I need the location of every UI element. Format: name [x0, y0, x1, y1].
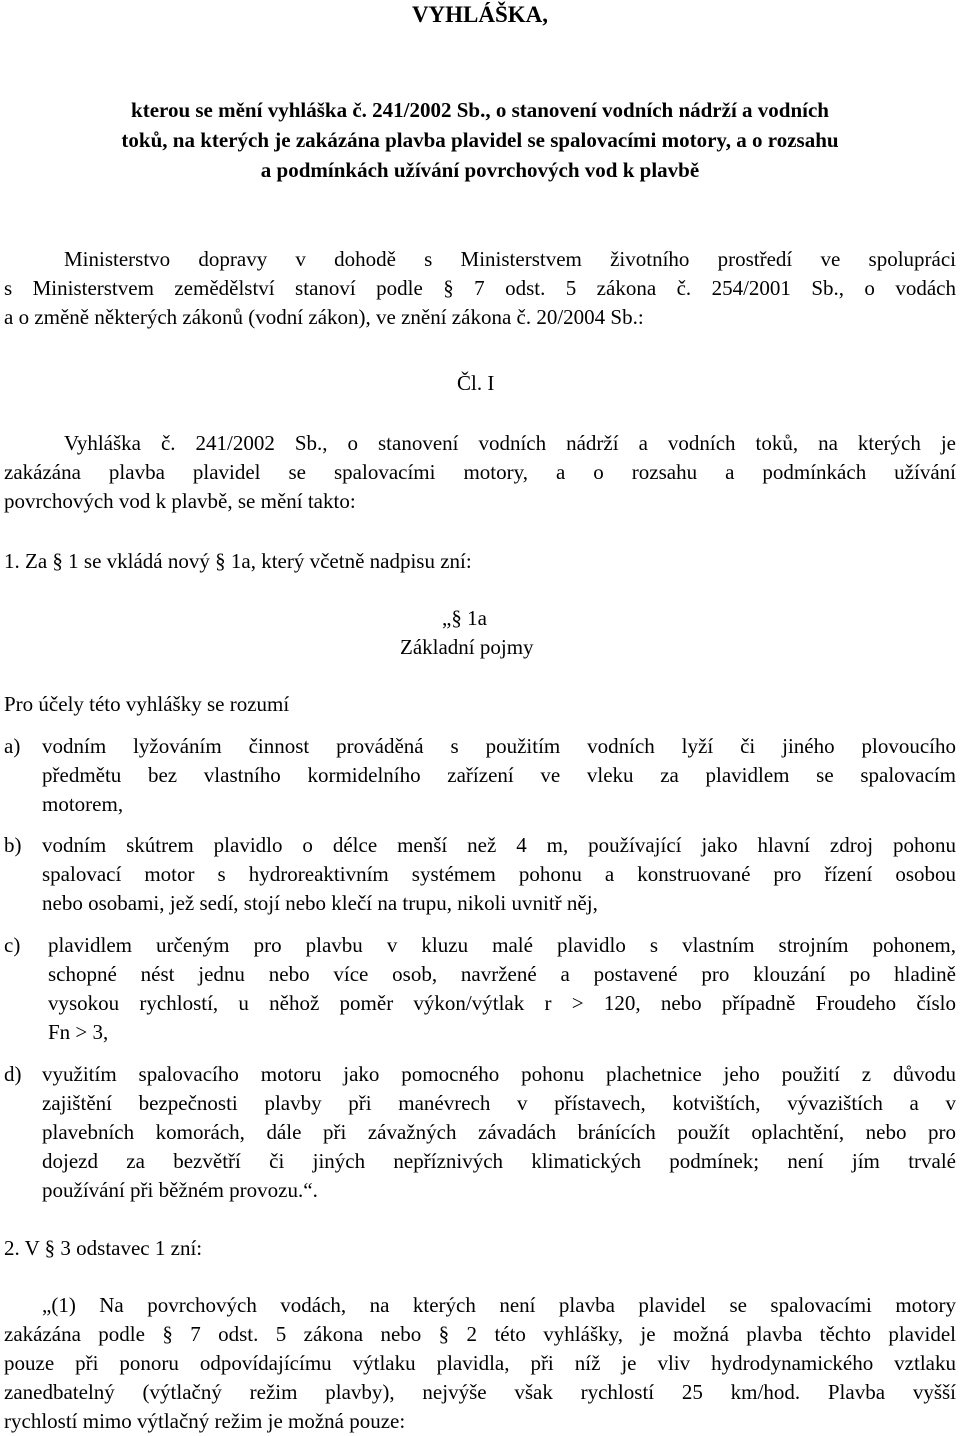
definition-line: plavidlem určeným pro plavbu v kluzu malé plavidlo s vlastním strojním pohonem,	[48, 933, 956, 957]
definition-line: zajištění bezpečnosti plavby při manévrech v přístavech, kotvištích, vývazištích a v	[42, 1091, 956, 1115]
article-heading: Čl. I	[457, 371, 495, 395]
definition-line: vysokou rychlostí, u něhož poměr výkon/výtlak r > 120, nebo případně Froudeho číslo	[48, 991, 956, 1015]
definition-line: schopné nést jednu nebo více osob, navržené a postavené pro klouzání po hladině	[48, 962, 956, 986]
amendment-point-1: 1. Za § 1 se vkládá nový § 1a, který včetně nadpisu zní:	[4, 549, 472, 573]
definition-label: a)	[4, 734, 21, 758]
definition-line: vodním lyžováním činnost prováděná s použitím vodních lyží či jiného plovoucího	[42, 734, 956, 758]
paragraph-line: zanedbatelný (výtlačný režim plavby), nejvýše však rychlostí 25 km/hod. Plavba vyšší	[4, 1380, 956, 1404]
definitions-intro: Pro účely této vyhlášky se rozumí	[4, 692, 290, 716]
paragraph-line: zakázána podle § 7 odst. 5 zákona nebo § 2 této vyhlášky, je možná plavba těchto plavidel	[4, 1322, 956, 1346]
definition-line: plavebních komorách, dále při závažných závadách bránících použít oplachtění, nebo pro	[42, 1120, 956, 1144]
document-subtitle-line: a podmínkách užívání povrchových vod k plavbě	[260, 158, 700, 182]
document-title: VYHLÁŠKA,	[411, 2, 549, 27]
definition-label: c)	[4, 933, 21, 957]
definition-line: Fn > 3,	[48, 1020, 109, 1044]
preamble-line: Ministerstvo dopravy v dohodě s Ministerstvem životního prostředí ve spolupráci	[64, 247, 956, 271]
paragraph-line: pouze při ponoru odpovídajícímu výtlaku plavidla, při níž je vliv hydrodynamického vztlaku	[4, 1351, 956, 1375]
definition-line: spalovací motor s hydroreaktivním systémem pohonu a konstruované pro řízení osobou	[42, 862, 956, 886]
intro-line: zakázána plavba plavidel se spalovacími motory, a o rozsahu a podmínkách užívání	[4, 460, 956, 484]
definition-label: b)	[4, 833, 22, 857]
definition-line: motorem,	[42, 792, 124, 816]
definition-line: nebo osobami, jež sedí, stojí nebo klečí na trupu, nikoli uvnitř něj,	[42, 891, 598, 915]
amendment-point-2: 2. V § 3 odstavec 1 zní:	[4, 1236, 203, 1260]
document-subtitle-line: toků, na kterých je zakázána plavba plavidel se spalovacími motory, a o rozsahu	[121, 128, 839, 152]
intro-line: povrchových vod k plavbě, se mění takto:	[4, 489, 356, 513]
document-subtitle-line: kterou se mění vyhláška č. 241/2002 Sb., o stanovení vodních nádrží a vodních	[131, 98, 829, 122]
paragraph-line: „(1) Na povrchových vodách, na kterých není plavba plavidel se spalovacími motory	[42, 1293, 956, 1317]
definition-line: využitím spalovacího motoru jako pomocného pohonu plachetnice jeho použití z důvodu	[42, 1062, 956, 1086]
section-title: Základní pojmy	[400, 635, 534, 659]
paragraph-line: rychlostí mimo výtlačný režim je možná pouze:	[4, 1409, 406, 1433]
preamble-line: a o změně některých zákonů (vodní zákon), ve znění zákona č. 20/2004 Sb.:	[4, 305, 644, 329]
definition-line: vodním skútrem plavidlo o délce menší než 4 m, používající jako hlavní zdroj pohonu	[42, 833, 956, 857]
definition-label: d)	[4, 1062, 22, 1086]
definition-line: používání při běžném provozu.“.	[42, 1178, 318, 1202]
preamble-line: s Ministerstvem zemědělství stanoví podle § 7 odst. 5 zákona č. 254/2001 Sb., o vodách	[4, 276, 956, 300]
definition-line: dojezd za bezvětří či jiných nepříznivých klimatických podmínek; není jím trvalé	[42, 1149, 956, 1173]
definition-line: předmětu bez vlastního kormidelního zařízení ve vleku za plavidlem se spalovacím	[42, 763, 956, 787]
section-number: „§ 1a	[442, 606, 487, 630]
intro-line: Vyhláška č. 241/2002 Sb., o stanovení vodních nádrží a vodních toků, na kterých je	[64, 431, 956, 455]
